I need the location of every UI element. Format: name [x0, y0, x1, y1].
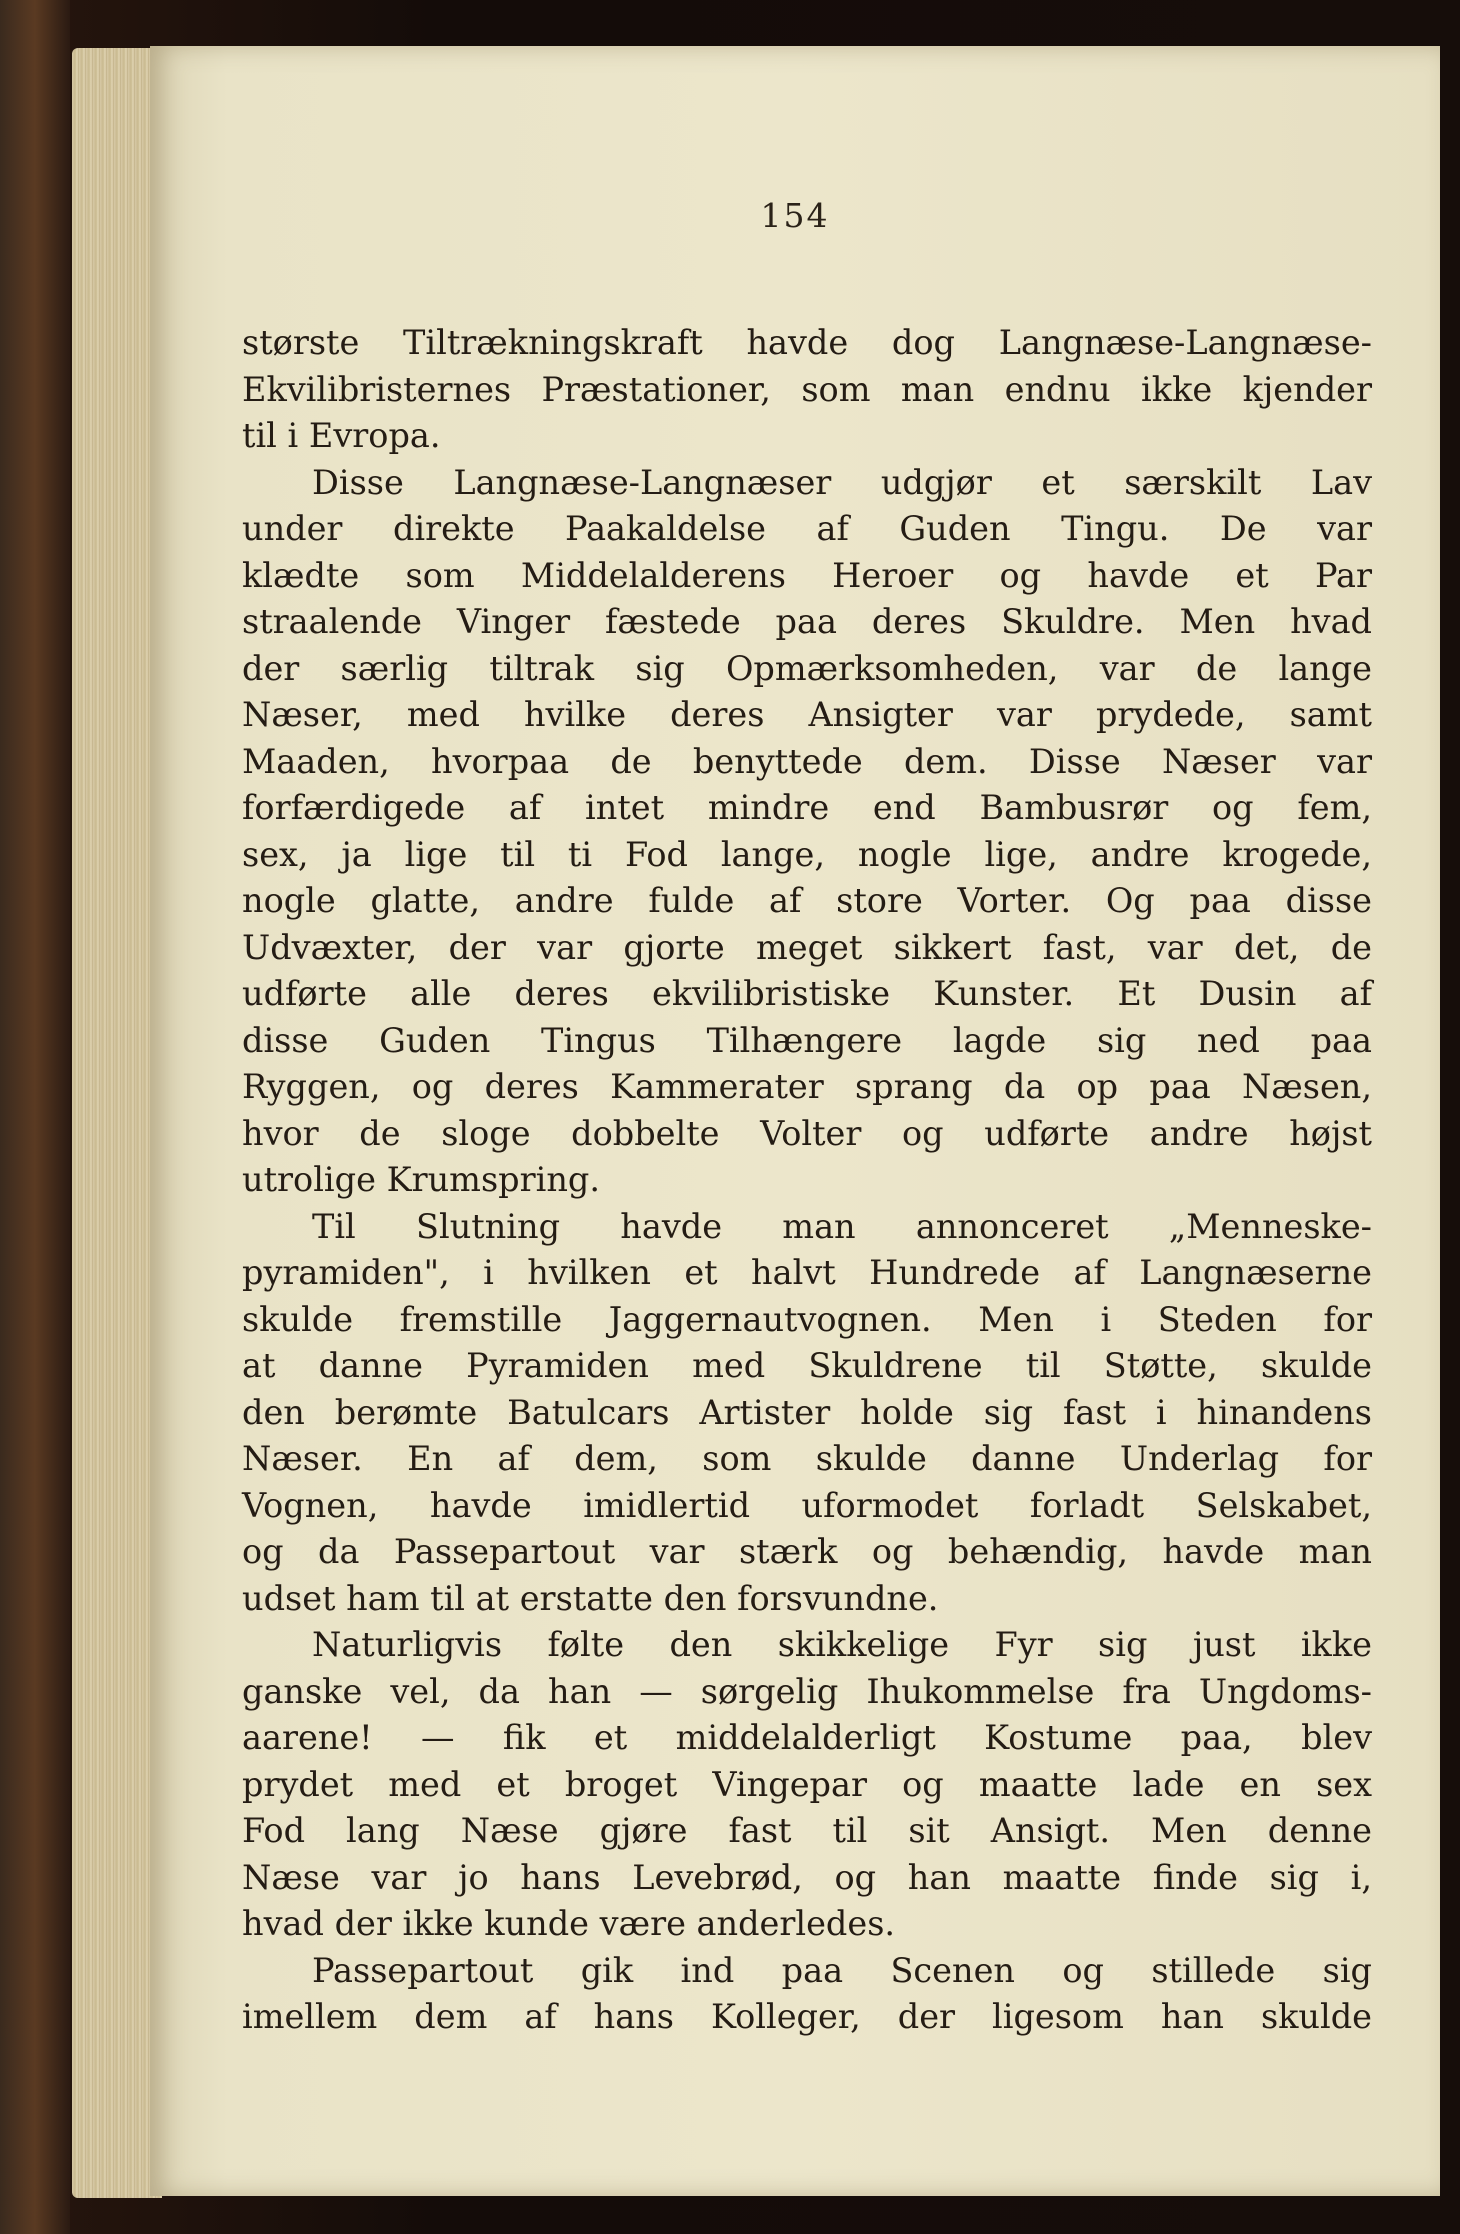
text-line: Til Slutning havde man annonceret „Menneske- — [312, 1206, 1372, 1246]
text-line: Disse Langnæse-Langnæser udgjør et særskilt Lav — [312, 462, 1372, 502]
text-line: imellem dem af hans Kolleger, der ligesom han skulde — [242, 1997, 1372, 2036]
text-line: nogle glatte, andre fulde af store Vorter. Og paa disse — [242, 881, 1372, 920]
text-line: Naturligvis følte den skikkelige Fyr sig just ikke — [312, 1625, 1372, 1664]
text-line: aarene! — fik et middelalderligt Kostume paa, blev — [242, 1718, 1372, 1757]
text-line: til i Evropa. — [242, 416, 441, 455]
text-line: Næser. En af dem, som skulde danne Underlag for — [242, 1439, 1372, 1478]
page-body-text — [242, 320, 1372, 2041]
text-line: udset ham til at erstatte den forsvundne. — [242, 1578, 939, 1618]
text-line: prydet med et broget Vingepar og maatte lade en sex — [242, 1764, 1372, 1804]
text-line: hvor de sloge dobbelte Volter og udførte andre højst — [242, 1113, 1372, 1153]
text-line: sex, ja lige til ti Fod lange, nogle lige, andre krogede, — [242, 834, 1372, 874]
text-line: Passepartout gik ind paa Scenen og stillede sig — [312, 1950, 1372, 1990]
text-line: pyramiden", i hvilken et halvt Hundrede af Langnæserne — [242, 1253, 1372, 1292]
text-line: disse Guden Tingus Tilhængere lagde sig ned paa — [242, 1020, 1372, 1060]
text-line: den berømte Batulcars Artister holde sig fast i hinandens — [242, 1392, 1372, 1432]
text-line: straalende Vinger fæstede paa deres Skuldre. Men hvad — [242, 602, 1372, 641]
text-line: Maaden, hvorpaa de benyttede dem. Disse Næser var — [242, 741, 1372, 781]
text-line: største Tiltrækningskraft havde dog Langnæse-Langnæse- — [242, 323, 1372, 362]
page-stack-edge — [72, 48, 162, 2198]
text-line: udførte alle deres ekvilibristiske Kunster. Et Dusin af — [242, 974, 1372, 1013]
page-number: 154 — [760, 196, 830, 235]
text-line: ganske vel, da han — sørgelig Ihukommelse fra Ungdoms- — [242, 1671, 1372, 1711]
text-line: forfærdigede af intet mindre end Bambusrør og fem, — [242, 788, 1372, 827]
text-line: og da Passepartout var stærk og behændig, havde man — [242, 1532, 1372, 1571]
text-line: Ryggen, og deres Kammerater sprang da op paa Næsen, — [242, 1067, 1372, 1106]
text-line: Næser, med hvilke deres Ansigter var prydede, samt — [242, 695, 1372, 734]
text-line: hvad der ikke kunde være anderledes. — [242, 1904, 896, 1943]
text-line: utrolige Krumspring. — [242, 1160, 600, 1199]
text-line: Næse var jo hans Levebrød, og han maatte finde sig i, — [242, 1857, 1372, 1897]
text-line: skulde fremstille Jaggernautvognen. Men i Steden for — [242, 1299, 1372, 1339]
text-line: Ekvilibristernes Præstationer, som man endnu ikke kjender — [242, 369, 1372, 409]
book-cover-edge — [0, 0, 70, 2234]
text-line: der særlig tiltrak sig Opmærksomheden, var de lange — [242, 648, 1372, 688]
text-line: klædte som Middelalderens Heroer og havde et Par — [242, 555, 1372, 595]
text-line: at danne Pyramiden med Skuldrene til Støtte, skulde — [242, 1346, 1372, 1385]
text-line: Vognen, havde imidlertid uformodet forladt Selskabet, — [242, 1485, 1372, 1525]
text-line: under direkte Paakaldelse af Guden Tingu. De var — [242, 509, 1372, 548]
text-line: Fod lang Næse gjøre fast til sit Ansigt. Men denne — [242, 1811, 1372, 1850]
text-line: Udvæxter, der var gjorte meget sikkert fast, var det, de — [242, 927, 1372, 967]
